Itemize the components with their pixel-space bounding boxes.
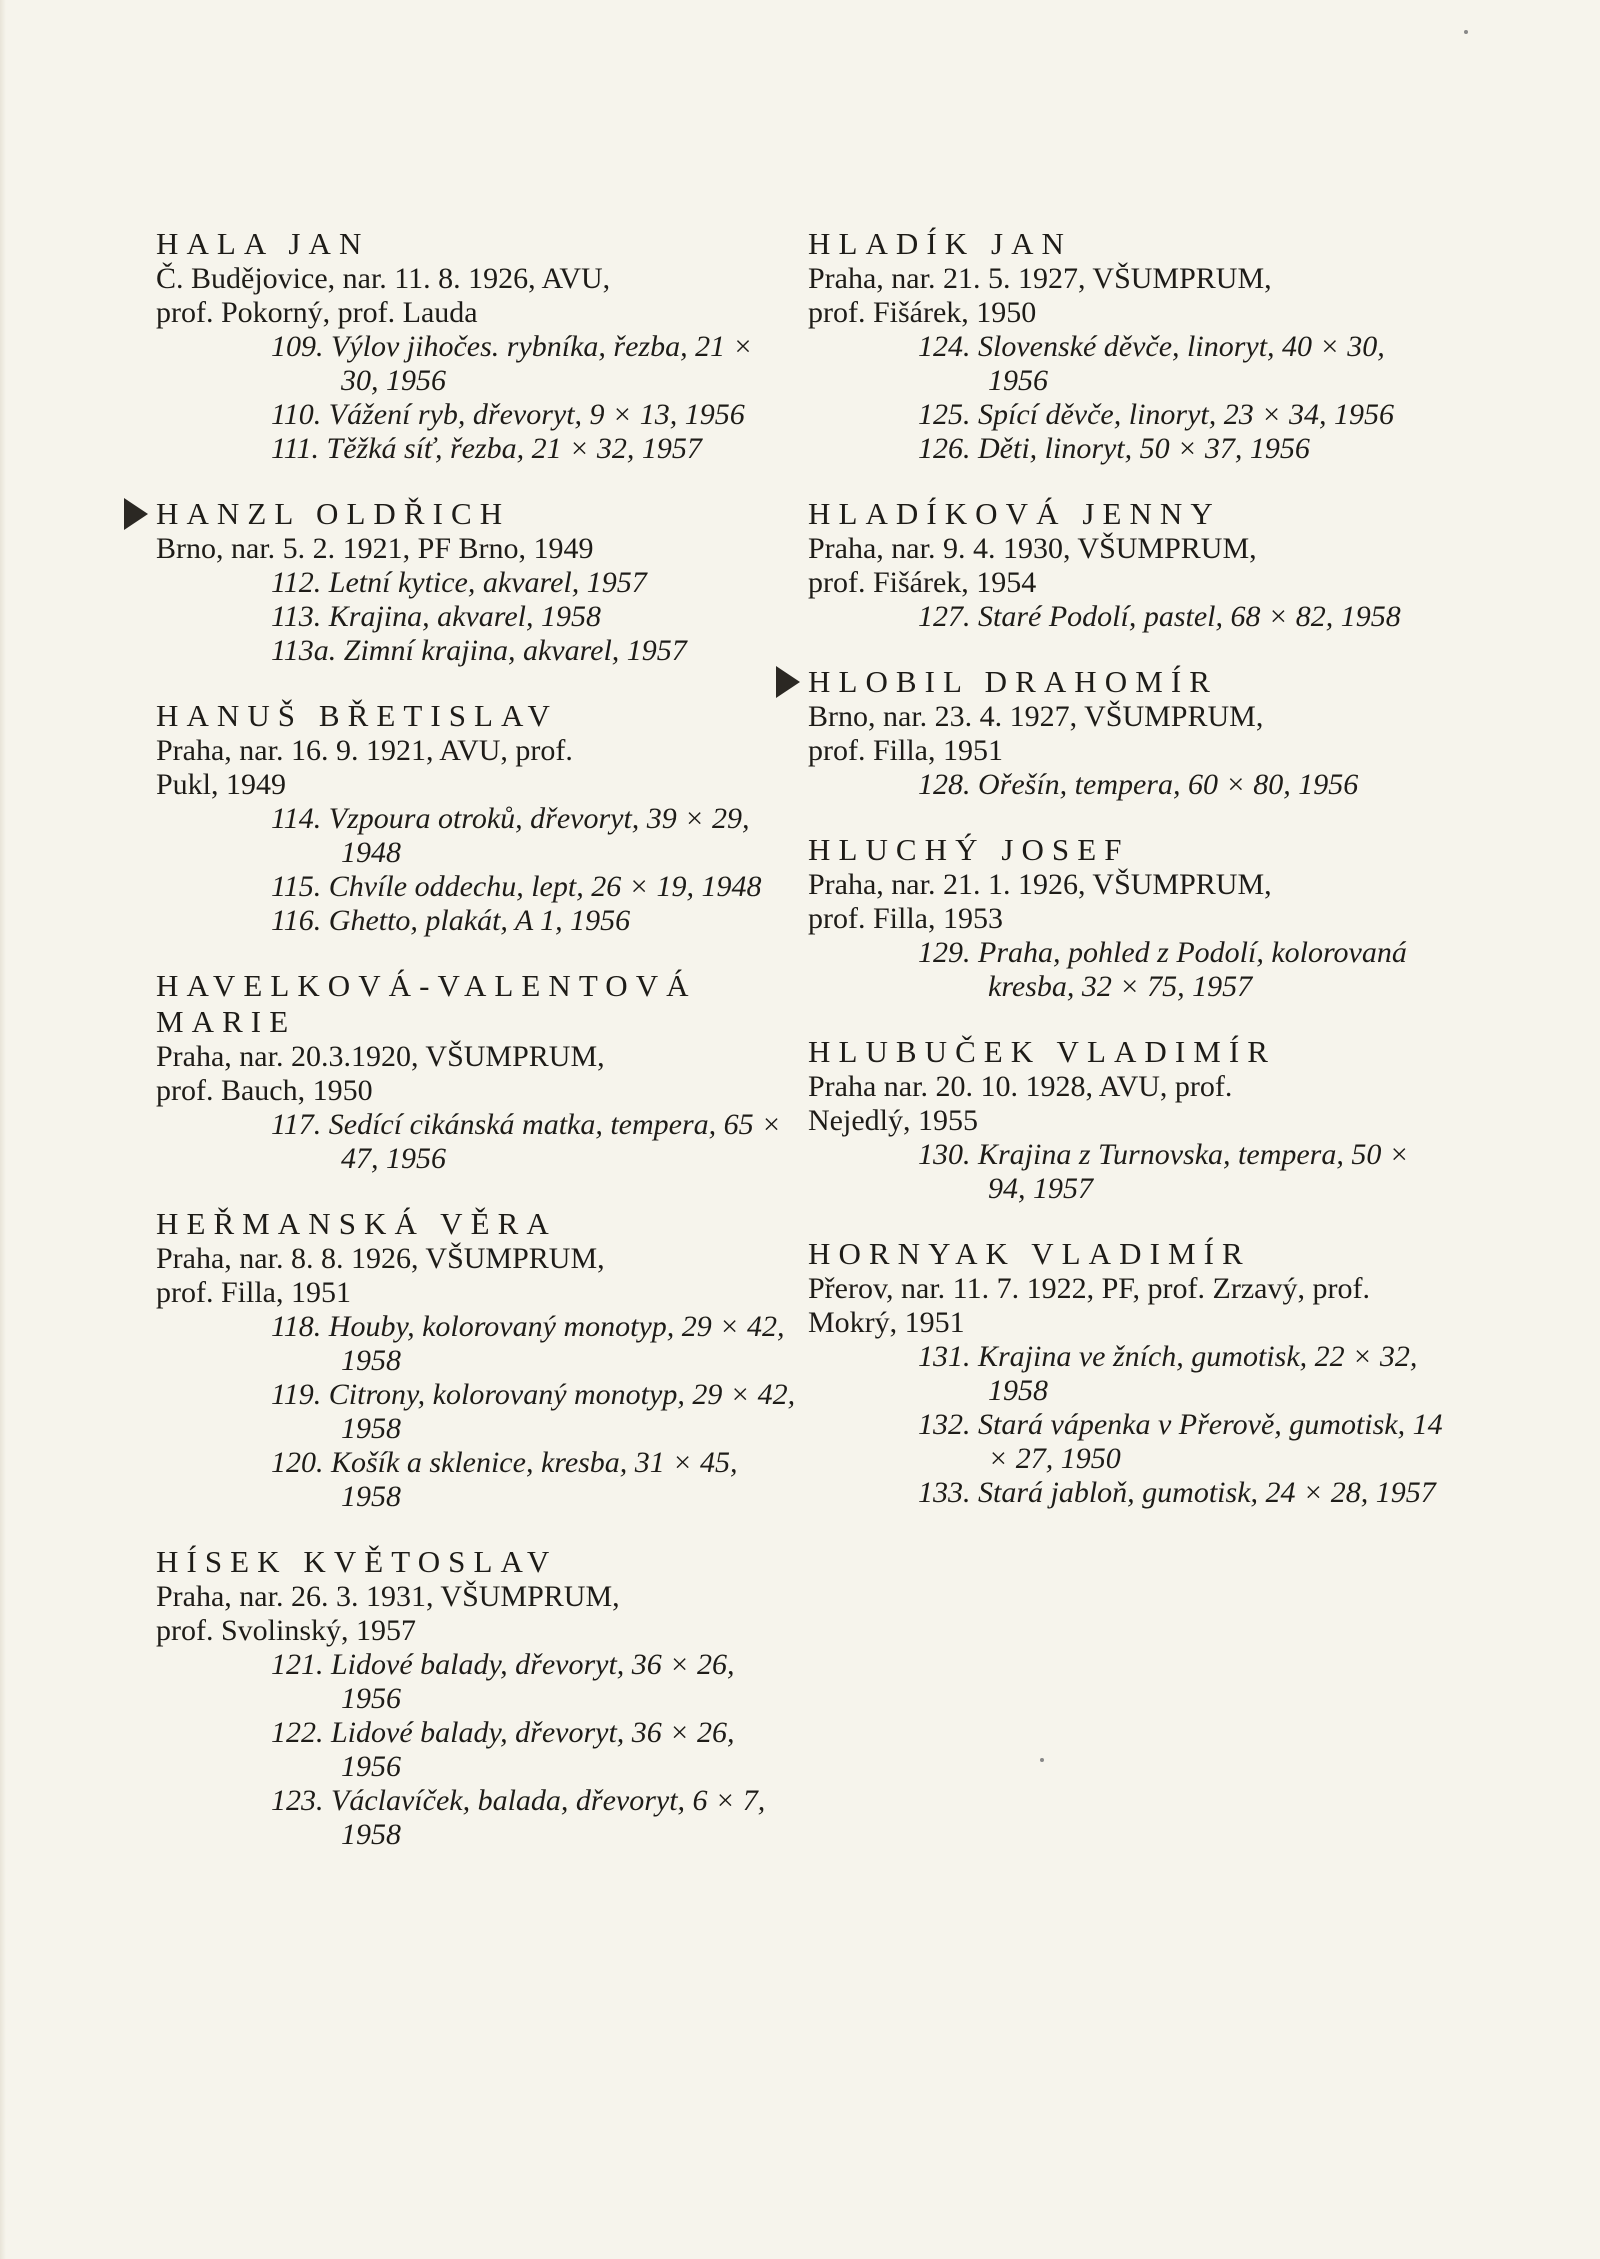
page-edge: [0, 0, 6, 2259]
artist-entry: [808, 664, 1448, 802]
works-list: [808, 936, 1448, 1004]
work-item: 115. Chvíle oddechu, lept, 26 × 19, 1948: [271, 870, 762, 903]
work-item: 132. Stará vápenka v Přerově, gumotisk, 14 × 27, 1950: [918, 1408, 1443, 1475]
artist-name: HORNYAK VLADIMÍR: [808, 1236, 1251, 1271]
works-list: [808, 1340, 1448, 1510]
work-item: 131. Krajina ve žních, gumotisk, 22 × 32, 1958: [918, 1340, 1418, 1407]
work-item: 109. Výlov jihočes. rybníka, řezba, 21 × 30, 1956: [271, 330, 753, 397]
artist-entry: [808, 1034, 1448, 1206]
bio-line: Praha, nar. 26. 3. 1931, VŠUMPRUM,: [156, 1580, 620, 1613]
artist-bio: [156, 734, 796, 802]
bio-line: prof. Bauch, 1950: [156, 1074, 373, 1107]
artist-name: HÍSEK KVĚTOSLAV: [156, 1544, 558, 1579]
artist-bio: [808, 868, 1448, 936]
work-item: 113. Krajina, akvarel, 1958: [271, 600, 601, 633]
bio-line: Praha nar. 20. 10. 1928, AVU, prof.: [808, 1070, 1233, 1103]
artist-name: HLOBIL DRAHOMÍR: [808, 664, 1218, 699]
artist-name: HEŘMANSKÁ VĚRA: [156, 1206, 557, 1241]
artist-entry: [156, 698, 796, 938]
artist-entry: [156, 1206, 796, 1514]
artist-name: HLADÍKOVÁ JENNY: [808, 496, 1221, 531]
works-list: [156, 1310, 796, 1514]
paper-speck: [1464, 30, 1468, 34]
bio-line: Praha, nar. 21. 5. 1927, VŠUMPRUM,: [808, 262, 1272, 295]
work-item: 124. Slovenské děvče, linoryt, 40 × 30, 1956: [918, 330, 1385, 397]
right-column: [808, 226, 1448, 1540]
work-item: 119. Citrony, kolorovaný monotyp, 29 × 42, 1958: [271, 1378, 796, 1445]
artist-name: HAVELKOVÁ-VALENTOVÁ MARIE: [156, 968, 697, 1039]
work-item: 133. Stará jabloň, gumotisk, 24 × 28, 1957: [918, 1476, 1436, 1509]
bio-line: Pukl, 1949: [156, 768, 287, 801]
artist-entry: [156, 1544, 796, 1852]
works-list: [156, 566, 796, 668]
bio-line: prof. Fišárek, 1950: [808, 296, 1037, 329]
artist-entry: [808, 226, 1448, 466]
artist-entry: [808, 1236, 1448, 1510]
artist-bio: [808, 1272, 1448, 1340]
work-item: 118. Houby, kolorovaný monotyp, 29 × 42, 1958: [271, 1310, 785, 1377]
work-item: 123. Václavíček, balada, dřevoryt, 6 × 7, 1958: [271, 1784, 766, 1851]
works-list: [156, 330, 796, 466]
left-column: [156, 226, 796, 1882]
artist-entry: [156, 496, 796, 668]
pointer-marker-icon: [774, 664, 802, 700]
artist-entry: [808, 496, 1448, 634]
work-item: 129. Praha, pohled z Podolí, kolorovaná kresba, 32 × 75, 1957: [918, 936, 1407, 1003]
bio-line: prof. Filla, 1953: [808, 902, 1003, 935]
artist-bio: [156, 532, 796, 566]
bio-line: Přerov, nar. 11. 7. 1922, PF, prof. Zrzavý, prof. Mokrý, 1951: [808, 1272, 1370, 1339]
work-item: 128. Ořešín, tempera, 60 × 80, 1956: [918, 768, 1359, 801]
work-item: 111. Těžká síť, řezba, 21 × 32, 1957: [271, 432, 702, 465]
artist-name: HANZL OLDŘICH: [156, 496, 511, 531]
work-item: 127. Staré Podolí, pastel, 68 × 82, 1958: [918, 600, 1401, 633]
bio-line: prof. Svolinský, 1957: [156, 1614, 417, 1647]
bio-line: Nejedlý, 1955: [808, 1104, 978, 1137]
artist-bio: [156, 262, 796, 330]
work-item: 120. Košík a sklenice, kresba, 31 × 45, 1958: [271, 1446, 738, 1513]
bio-line: Praha, nar. 21. 1. 1926, VŠUMPRUM,: [808, 868, 1272, 901]
works-list: [808, 600, 1448, 634]
artist-name: HANUŠ BŘETISLAV: [156, 698, 558, 733]
bio-line: prof. Filla, 1951: [156, 1276, 351, 1309]
work-item: 126. Děti, linoryt, 50 × 37, 1956: [918, 432, 1310, 465]
works-list: [156, 802, 796, 938]
bio-line: prof. Pokorný, prof. Lauda: [156, 296, 478, 329]
artist-name: HLUCHÝ JOSEF: [808, 832, 1130, 867]
bio-line: prof. Filla, 1951: [808, 734, 1003, 767]
work-item: 130. Krajina z Turnovska, tempera, 50 × 94, 1957: [918, 1138, 1410, 1205]
work-item: 110. Vážení ryb, dřevoryt, 9 × 13, 1956: [271, 398, 745, 431]
work-item: 113a. Zimní krajina, akvarel, 1957: [271, 634, 687, 667]
works-list: [808, 768, 1448, 802]
artist-bio: [156, 1580, 796, 1648]
bio-line: Praha, nar. 20.3.1920, VŠUMPRUM,: [156, 1040, 605, 1073]
artist-bio: [156, 1242, 796, 1310]
paper-speck: [1040, 1758, 1044, 1762]
artist-name: HLADÍK JAN: [808, 226, 1072, 261]
bio-line: Praha, nar. 16. 9. 1921, AVU, prof.: [156, 734, 573, 767]
bio-line: Brno, nar. 23. 4. 1927, VŠUMPRUM,: [808, 700, 1264, 733]
bio-line: Praha, nar. 9. 4. 1930, VŠUMPRUM,: [808, 532, 1257, 565]
pointer-marker-icon: [122, 496, 150, 532]
artist-name: HALA JAN: [156, 226, 370, 261]
work-item: 116. Ghetto, plakát, A 1, 1956: [271, 904, 631, 937]
work-item: 114. Vzpoura otroků, dřevoryt, 39 × 29, 1948: [271, 802, 750, 869]
artist-bio: [808, 700, 1448, 768]
bio-line: Praha, nar. 8. 8. 1926, VŠUMPRUM,: [156, 1242, 605, 1275]
works-list: [808, 330, 1448, 466]
works-list: [808, 1138, 1448, 1206]
artist-bio: [808, 532, 1448, 600]
artist-bio: [156, 1040, 796, 1108]
work-item: 117. Sedící cikánská matka, tempera, 65 × 47, 1956: [271, 1108, 782, 1175]
artist-bio: [808, 1070, 1448, 1138]
bio-line: prof. Fišárek, 1954: [808, 566, 1037, 599]
artist-entry: [156, 968, 796, 1176]
bio-line: Brno, nar. 5. 2. 1921, PF Brno, 1949: [156, 532, 594, 565]
works-list: [156, 1108, 796, 1176]
work-item: 125. Spící děvče, linoryt, 23 × 34, 1956: [918, 398, 1394, 431]
work-item: 112. Letní kytice, akvarel, 1957: [271, 566, 647, 599]
artist-entry: [808, 832, 1448, 1004]
artist-name: HLUBUČEK VLADIMÍR: [808, 1034, 1276, 1069]
work-item: 122. Lidové balady, dřevoryt, 36 × 26, 1956: [271, 1716, 735, 1783]
works-list: [156, 1648, 796, 1852]
work-item: 121. Lidové balady, dřevoryt, 36 × 26, 1956: [271, 1648, 735, 1715]
bio-line: Č. Budějovice, nar. 11. 8. 1926, AVU,: [156, 262, 611, 295]
artist-entry: [156, 226, 796, 466]
artist-bio: [808, 262, 1448, 330]
